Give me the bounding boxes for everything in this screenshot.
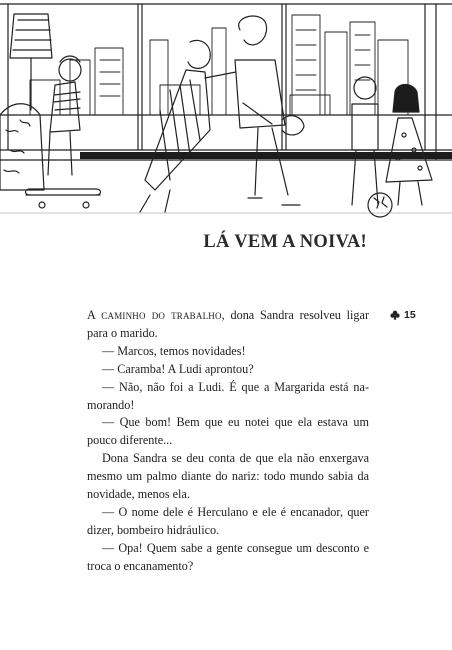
woman-with-duster xyxy=(235,16,304,205)
paragraph: — Que bom! Bem que eu notei que ela estava um pouco diferente... xyxy=(87,415,369,448)
window-sill xyxy=(0,115,452,160)
chapter-title: LÁ VEM A NOIVA! xyxy=(203,232,367,252)
club-icon xyxy=(390,310,400,320)
paragraph xyxy=(87,307,369,343)
page-number xyxy=(390,309,416,321)
paragraph: — Não, não foi a Ludi. É que a Margarida está namorando! xyxy=(87,379,369,412)
city-skyline xyxy=(30,15,408,115)
paragraph: — O nome dele é Herculano e ele é encanador, quer dizer, bombeiro hidráulico. xyxy=(87,504,369,537)
paragraph: Dona Sandra se deu conta de que ela não enxergava mesmo um palmo diante do nariz: todo mundo sabia da novidade, menos ela. xyxy=(87,451,369,502)
page-number-text: 15 xyxy=(404,309,416,321)
paragraph-lead-smallcaps: A caminho do trabalho xyxy=(87,308,222,322)
woman-striped-dress xyxy=(140,40,236,212)
paragraph: — Opa! Quem sabe a gente consegue um desconto e troca o encanamento? xyxy=(87,540,369,573)
boy-with-ball xyxy=(352,77,392,217)
chapter-body xyxy=(87,307,369,576)
boy-on-skateboard xyxy=(0,56,101,208)
paragraph-text: , dona Sandra resolveu ligar para o marido. xyxy=(87,308,369,340)
paragraph: — Marcos, temos novidades! xyxy=(102,343,246,358)
floor-lamp xyxy=(10,14,52,110)
paragraph: — Caramba! A Ludi aprontou? xyxy=(102,361,254,376)
chapter-illustration xyxy=(0,0,452,225)
